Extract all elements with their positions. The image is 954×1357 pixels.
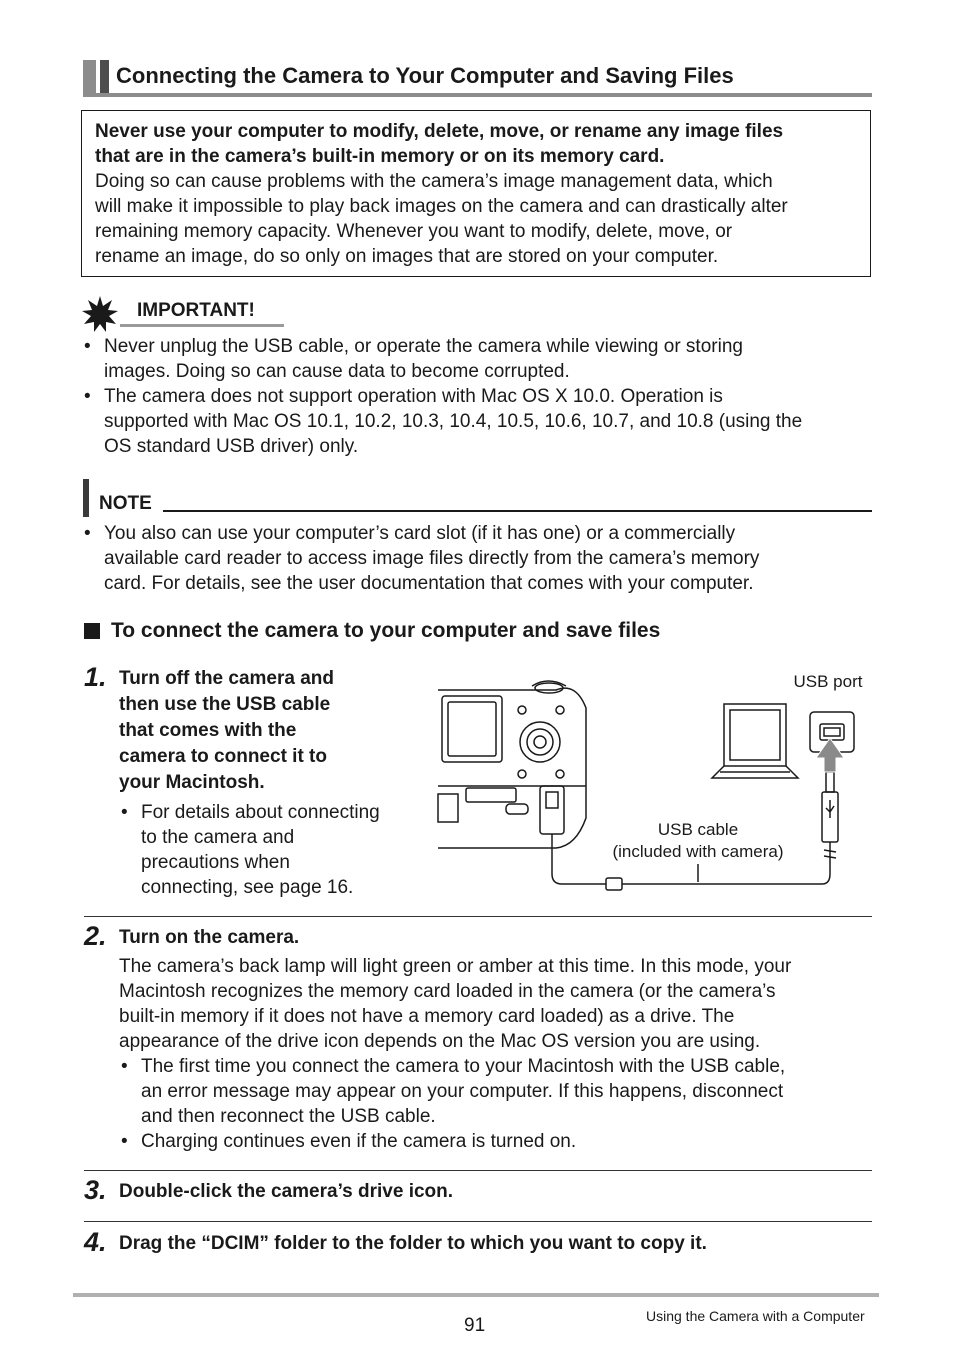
important-item: • The camera does not support operation with Mac OS X 10.0. Operation is supported with Mac OS 10.1, 10.2, 10.3, 10.4, 10.5, 10.6, 10.7, and 10.8 (using the OS standard USB driver) only.: [84, 386, 803, 457]
important-underline: [120, 324, 284, 327]
section-title: Connecting the Camera to Your Computer and Saving Files: [116, 63, 734, 88]
important-burst-icon: [82, 296, 118, 332]
note-accent-bar: [83, 479, 89, 517]
step-2-instruction: Turn on the camera.: [119, 927, 300, 948]
chapter-title: Using the Camera with a Computer: [646, 1308, 865, 1324]
step-2-note: • Charging continues even if the camera is turned on.: [121, 1131, 577, 1152]
step-number: 2.: [84, 921, 107, 951]
usb-connection-illustration: [436, 668, 872, 898]
note-label: NOTE: [99, 493, 152, 514]
step-2-note: • The first time you connect the camera to your Macintosh with the USB cable, an error message may appear on your computer. If this happens, disconnect and then reconnect the USB cable.: [121, 1056, 786, 1127]
step-separator: [84, 1170, 872, 1171]
step-separator: [84, 916, 872, 917]
step-2-body: The camera’s back lamp will light green or amber at this time. In this mode, your Macintosh recognizes the memory card loaded in the camera (or the camera’s built-in memory if it does not have a memory card loaded) as a drive. The appearance of the drive icon depends on the Mac OS version you are using.: [119, 956, 792, 1052]
header-accent-bar-dark: [100, 60, 109, 96]
header-underline: [83, 93, 872, 97]
step-1-note: • For details about connecting to the camera and precautions when connecting, see page 16.: [121, 802, 380, 898]
step-4-instruction: Drag the “DCIM” folder to the folder to which you want to copy it.: [119, 1233, 707, 1254]
subheading: To connect the camera to your computer and save files: [111, 619, 661, 642]
footer-rule: [73, 1293, 879, 1297]
important-item: • Never unplug the USB cable, or operate the camera while viewing or storing images. Doing so can cause data to become corrupted.: [84, 336, 743, 382]
step-number: 4.: [84, 1227, 107, 1257]
step-1-instruction: Turn off the camera and then use the USB cable that comes with the camera to connect it to your Macintosh.: [119, 668, 335, 793]
step-3-instruction: Double-click the camera’s drive icon.: [119, 1181, 454, 1202]
subheading-square-icon: [84, 623, 100, 639]
important-label: IMPORTANT!: [137, 300, 255, 321]
header-accent-bar: [83, 60, 96, 96]
warning-text: Never use your computer to modify, delete, move, or rename any image files that are in the camera’s built-in memory or on its memory card. Doing so can cause problems with the camera’s image management data, which will make it impossible to play back images on the camera and can drastically alter remaining memory capacity. Whenever you want to modify, delete, move, or rename an image, do so only on images that are stored on your computer.: [95, 121, 788, 267]
step-number: 3.: [84, 1175, 107, 1205]
step-number: 1.: [84, 662, 107, 692]
usb-port-label: USB port: [793, 672, 863, 691]
usb-cable-label: USB cable (included with camera): [612, 820, 784, 861]
note-item: • You also can use your computer’s card slot (if it has one) or a commercially available card reader to access image files directly from the camera’s memory card. For details, see the user documentation that comes with your computer.: [84, 523, 760, 594]
page-number: 91: [464, 1315, 486, 1336]
note-rule: [163, 510, 872, 512]
step-separator: [84, 1221, 872, 1222]
